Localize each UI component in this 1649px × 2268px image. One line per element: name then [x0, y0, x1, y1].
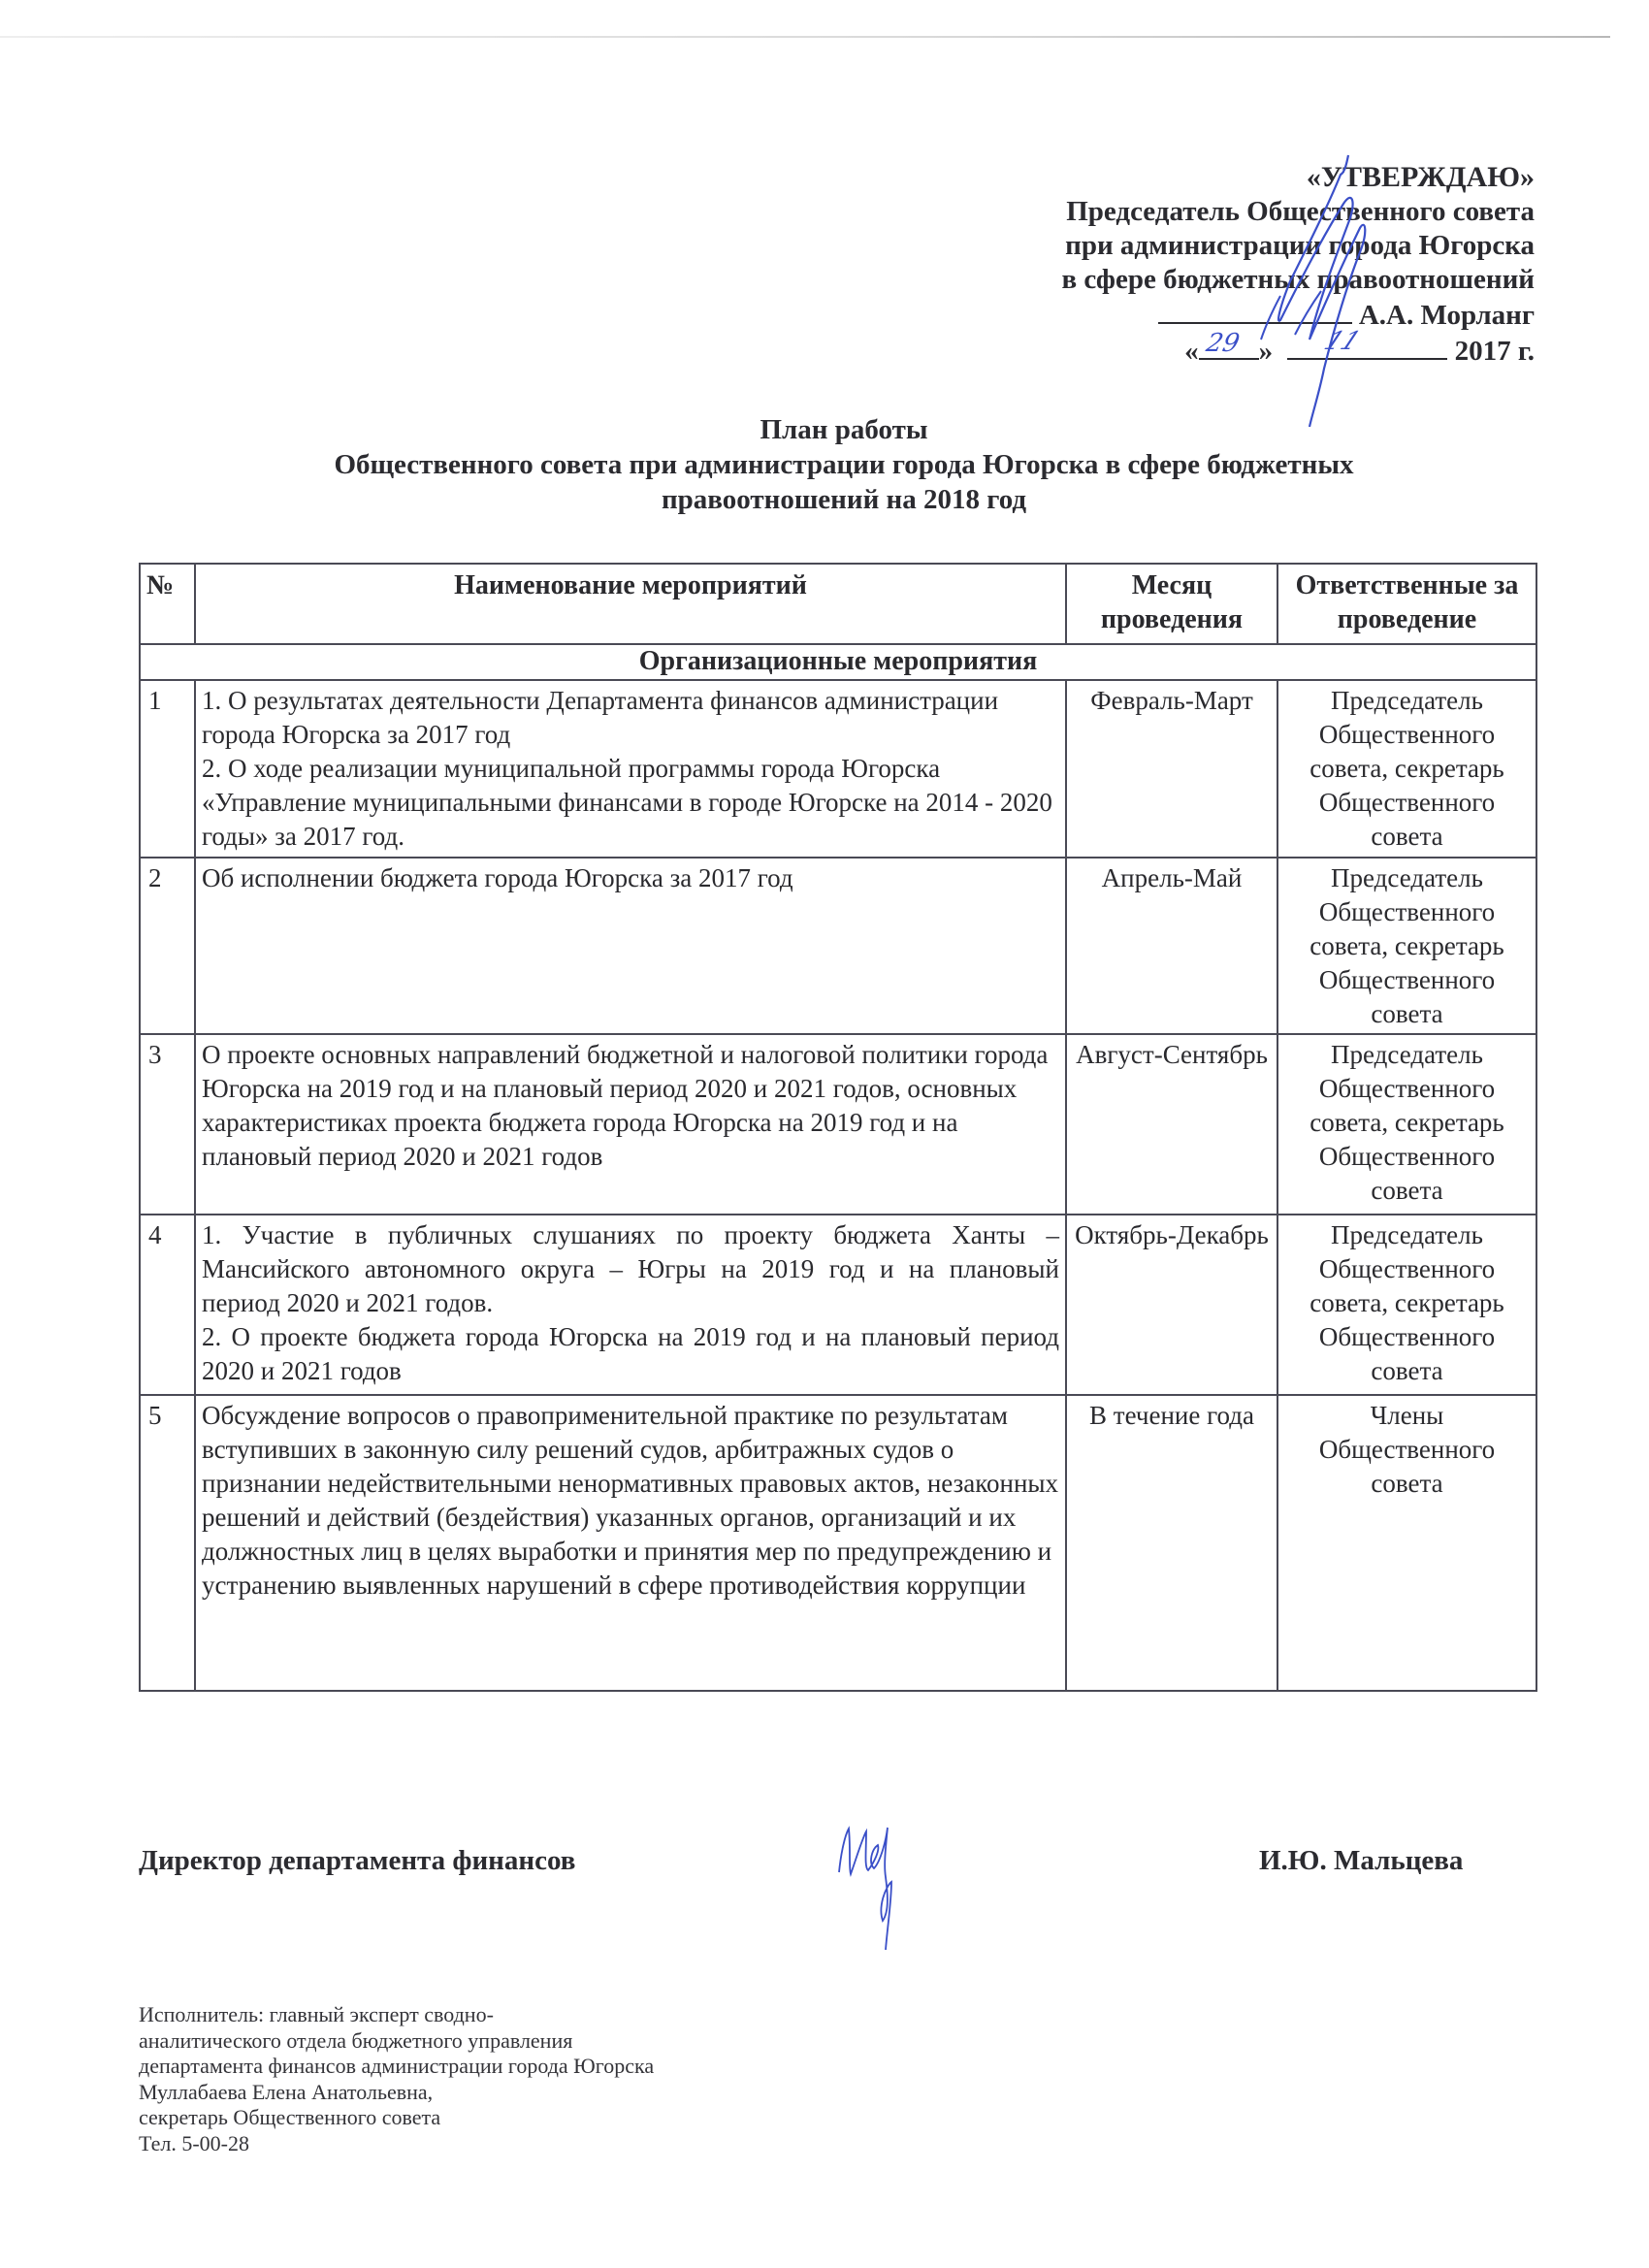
date-month-field	[1287, 327, 1447, 360]
approval-date-line	[933, 327, 1535, 369]
date-year: 2017 г.	[1454, 336, 1535, 367]
date-day-handwritten: 29	[1203, 329, 1242, 358]
row-description	[195, 1395, 1066, 1691]
date-day-field	[1199, 329, 1259, 360]
description-item: 2. О проекте бюджета города Югорска на 2019 год и на плановый период 2020 и 2021 годов	[202, 1322, 1059, 1385]
executor-block	[139, 2002, 654, 2156]
row-responsible: Председатель Общественного совета, секретарь Общественного совета	[1277, 680, 1536, 858]
header-name: Наименование мероприятий	[195, 564, 1066, 644]
table-header-row	[140, 564, 1536, 644]
row-responsible: Председатель Общественного совета, секретарь Общественного совета	[1277, 1034, 1536, 1215]
row-num: 2	[140, 858, 195, 1034]
row-month: Август-Сентябрь	[1066, 1034, 1277, 1215]
document-title	[146, 412, 1542, 517]
row-num: 1	[140, 680, 195, 858]
executor-line: аналитического отдела бюджетного управления	[139, 2027, 573, 2053]
table-row	[140, 1395, 1536, 1691]
row-num: 5	[140, 1395, 195, 1691]
executor-phone: Тел. 5-00-28	[139, 2130, 249, 2155]
row-description	[195, 680, 1066, 858]
description-item: 1. Участие в публичных слушаниях по проекту бюджета Ханты – Мансийского автономного округа – Югры на 2019 год и на плановый период 2020 и 2021 годов.	[202, 1220, 1059, 1317]
approval-line-3: в сфере бюджетных правоотношений	[1061, 264, 1535, 295]
row-responsible: Члены Общественного совета	[1277, 1395, 1536, 1691]
header-num: №	[140, 564, 195, 644]
signoff-name: И.Ю. Мальцева	[1259, 1845, 1464, 1876]
approval-line-2: при администрации города Югорска	[1065, 230, 1535, 261]
approval-line-1: Председатель Общественного совета	[1066, 196, 1535, 227]
title-line-1: План работы	[760, 414, 928, 445]
row-responsible: Председатель Общественного совета, секретарь Общественного совета	[1277, 858, 1536, 1034]
row-responsible: Председатель Общественного совета, секретарь Общественного совета	[1277, 1215, 1536, 1395]
table-row	[140, 680, 1536, 858]
executor-line: секретарь Общественного совета	[139, 2105, 441, 2129]
signoff-block	[139, 1845, 1497, 1877]
date-month-handwritten: 11	[1319, 327, 1366, 356]
signature-underline	[1158, 297, 1352, 324]
executor-line: Исполнитель: главный эксперт сводно-	[139, 2002, 494, 2026]
row-month: Апрель-Май	[1066, 858, 1277, 1034]
date-quote-open: «	[1184, 336, 1199, 367]
row-num: 3	[140, 1034, 195, 1215]
approval-block	[933, 160, 1535, 369]
executor-line: департамента финансов администрации города Югорска	[139, 2054, 655, 2078]
section-title: Организационные мероприятия	[140, 644, 1536, 680]
approval-stamp: «УТВЕРЖДАЮ»	[1306, 161, 1535, 193]
table-row	[140, 1215, 1536, 1395]
row-num: 4	[140, 1215, 195, 1395]
title-line-2: Общественного совета при администрации города Югорска в сфере бюджетных	[334, 449, 1354, 480]
description-item: Об исполнении бюджета города Югорска за 2017 год	[202, 863, 793, 892]
date-quote-close: »	[1258, 336, 1274, 367]
description-item: 2. О ходе реализации муниципальной программы города Югорска «Управление муниципальными финансами в городе Югорске на 2014 - 2020 годы» за 2017 год.	[202, 754, 1052, 851]
scan-edge-line	[0, 36, 1610, 38]
header-month: Месяц проведения	[1066, 564, 1277, 644]
row-description	[195, 1034, 1066, 1215]
director-signature-icon	[829, 1824, 926, 1955]
description-item: 1. О результатах деятельности Департамента финансов администрации города Югорска за 2017 год	[202, 686, 999, 749]
row-description	[195, 858, 1066, 1034]
description-item: Обсуждение вопросов о правоприменительной практике по результатам вступивших в законную силу решений судов, арбитражных судов о признании недействительными ненормативных правовых актов, незаконных решений и действий (бездействия) указанных органов, организаций и их должностных лиц в целях выработки и принятия мер по предупреждению и устранению выявленных нарушений в сфере противодействия коррупции	[202, 1401, 1059, 1600]
table-row	[140, 858, 1536, 1034]
section-row	[140, 644, 1536, 680]
description-item: О проекте основных направлений бюджетной и налоговой политики города Югорска на 2019 год и на плановый период 2020 и 2021 годов, основных характеристиках проекта бюджета города Югорска на 2019 год и на плановый период 2020 и 2021 годов	[202, 1040, 1049, 1171]
row-month: Февраль-Март	[1066, 680, 1277, 858]
executor-line: Муллабаева Елена Анатольевна,	[139, 2079, 434, 2104]
signoff-position: Директор департамента финансов	[139, 1845, 576, 1876]
row-description	[195, 1215, 1066, 1395]
plan-table	[139, 563, 1537, 1692]
row-month: Октябрь-Декабрь	[1066, 1215, 1277, 1395]
approval-signatory: А.А. Морланг	[1358, 300, 1535, 331]
row-month: В течение года	[1066, 1395, 1277, 1691]
table-row	[140, 1034, 1536, 1215]
header-responsible: Ответственные за проведение	[1277, 564, 1536, 644]
title-line-3: правоотношений на 2018 год	[661, 484, 1027, 515]
